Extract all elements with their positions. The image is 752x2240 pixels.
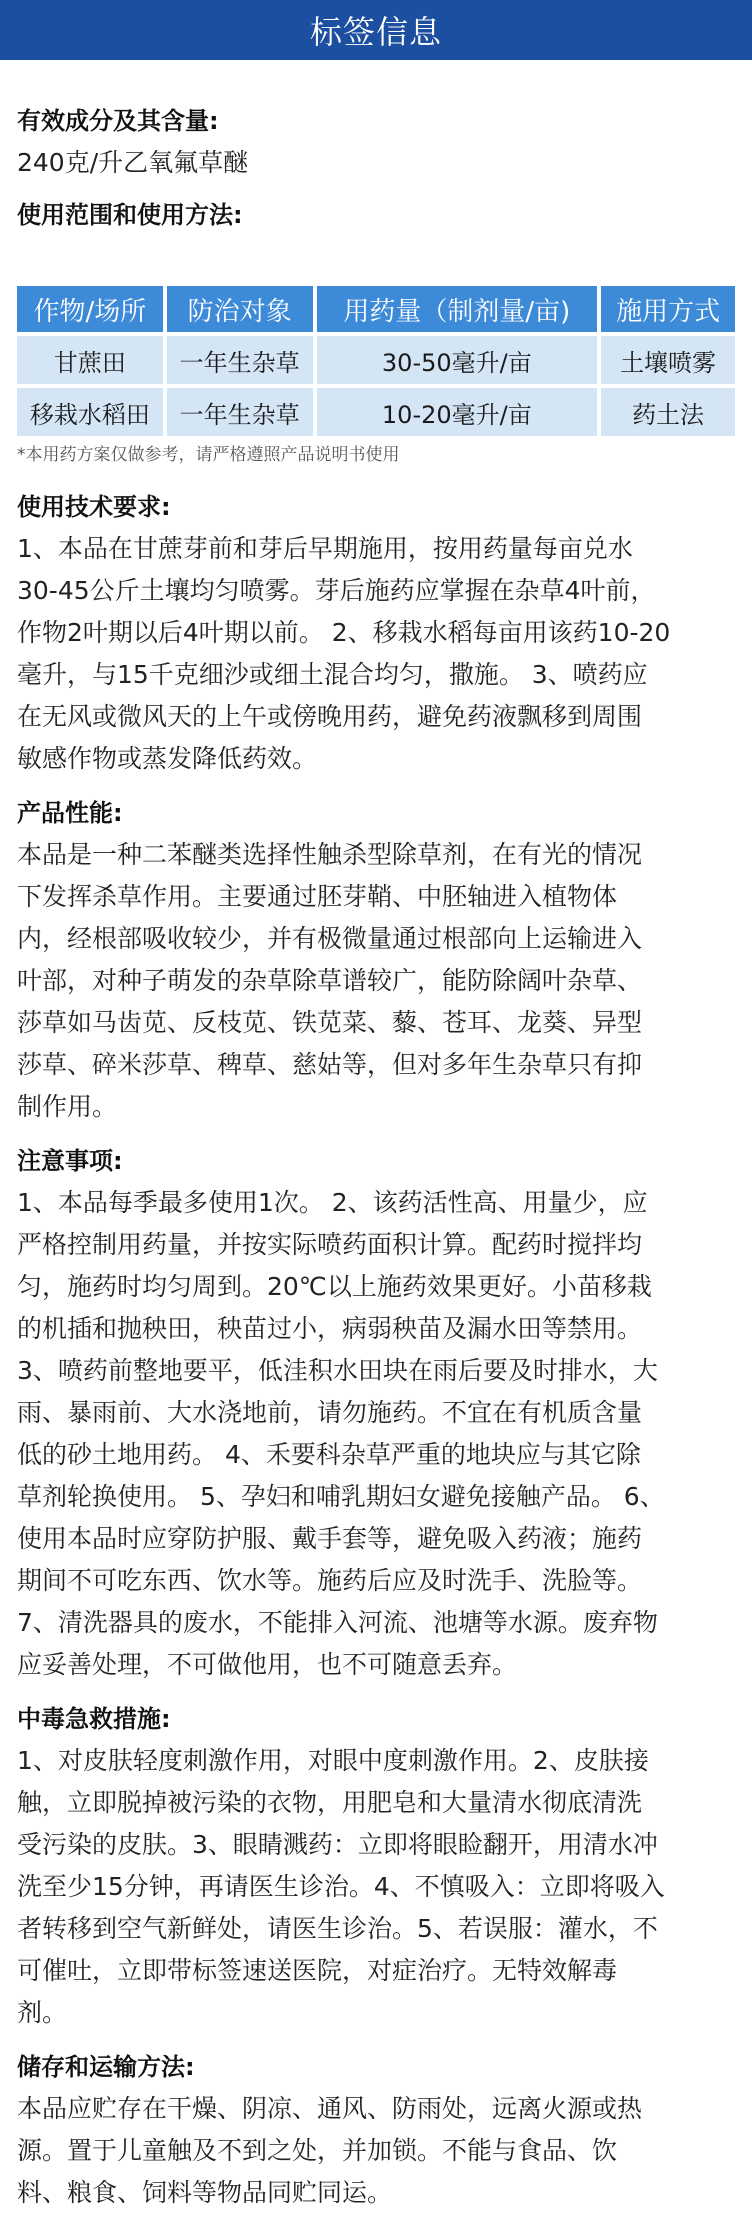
product-performance-title: 产品性能: xyxy=(17,799,123,827)
storage-title: 储存和运输方法: xyxy=(17,2053,195,2081)
tech-requirements-body xyxy=(17,528,735,780)
table-header-cell: 防治对象 xyxy=(167,286,313,332)
precautions-title: 注意事项: xyxy=(17,1147,123,1175)
precautions-body xyxy=(17,1182,735,1686)
text-line: 内，经根部吸收较少，并有极微量通过根部向上运输进入 xyxy=(17,924,643,953)
text-line: 料、粮食、饲料等物品同贮同运。 xyxy=(17,2178,393,2207)
text-line: 毫升，与15千克细沙或细土混合均匀，撒施。 3、喷药应 xyxy=(17,660,648,689)
text-line: 匀，施药时均匀周到。20℃以上施药效果更好。小苗移栽 xyxy=(17,1272,652,1301)
table-header-cell: 施用方式 xyxy=(601,286,735,332)
text-line: 制作用。 xyxy=(17,1092,118,1121)
text-line: 莎草如马齿苋、反枝苋、铁苋菜、藜、苍耳、龙葵、异型 xyxy=(17,1008,643,1037)
text-line: 使用本品时应穿防护服、戴手套等，避免吸入药液；施药 xyxy=(17,1524,643,1553)
first-aid-body xyxy=(17,1740,735,2034)
text-line: 的机插和抛秧田，秧苗过小，病弱秧苗及漏水田等禁用。 xyxy=(17,1314,643,1343)
table-cell: 10-20毫升/亩 xyxy=(317,388,598,436)
usage-scope-title: 使用范围和使用方法: xyxy=(17,201,243,229)
active-ingredient-value: 240克/升乙氧氟草醚 xyxy=(17,148,249,177)
label-content xyxy=(0,60,752,2214)
table-cell: 药土法 xyxy=(601,388,735,436)
text-line: 源。置于儿童触及不到之处，并加锁。不能与食品、饮 xyxy=(17,2136,618,2165)
text-line: 敏感作物或蒸发降低药效。 xyxy=(17,744,318,773)
usage-note: *本用药方案仅做参考，请严格遵照产品说明书使用 xyxy=(17,445,400,465)
text-line: 低的砂土地用药。 4、禾要科杂草严重的地块应与其它除 xyxy=(17,1440,641,1469)
text-line: 洗至少15分钟，再请医生诊治。4、不慎吸入：立即将吸入 xyxy=(17,1872,665,1901)
product-performance-body xyxy=(17,834,735,1128)
text-line: 下发挥杀草作用。主要通过胚芽鞘、中胚轴进入植物体 xyxy=(17,882,618,911)
text-line: 1、本品在甘蔗芽前和芽后早期施用，按用药量每亩兑水 xyxy=(17,534,633,563)
table-header-cell: 用药量（制剂量/亩) xyxy=(317,286,598,332)
table-header-cell: 作物/场所 xyxy=(17,286,163,332)
text-line: 雨、暴雨前、大水浇地前，请勿施药。不宜在有机质含量 xyxy=(17,1398,643,1427)
text-line: 本品是一种二苯醚类选择性触杀型除草剂，在有光的情况 xyxy=(17,840,643,869)
text-line: 受污染的皮肤。3、眼睛溅药：立即将眼睑翻开，用清水冲 xyxy=(17,1830,658,1859)
text-line: 触，立即脱掉被污染的衣物，用肥皂和大量清水彻底清洗 xyxy=(17,1788,643,1817)
text-line: 30-45公斤土壤均匀喷雾。芽后施药应掌握在杂草4叶前， xyxy=(17,576,656,605)
text-line: 7、清洗器具的废水，不能排入河流、池塘等水源。废弃物 xyxy=(17,1608,658,1637)
text-line: 3、喷药前整地要平，低洼积水田块在雨后要及时排水，大 xyxy=(17,1356,658,1385)
text-line: 可催吐，立即带标签速送医院，对症治疗。无特效解毒 xyxy=(17,1956,618,1985)
tech-requirements-title: 使用技术要求: xyxy=(17,493,171,521)
text-line: 者转移到空气新鲜处，请医生诊治。5、若误服：灌水，不 xyxy=(17,1914,658,1943)
text-line: 本品应贮存在干燥、阴凉、通风、防雨处，远离火源或热 xyxy=(17,2094,643,2123)
header-bar xyxy=(0,0,752,60)
text-line: 期间不可吃东西、饮水等。施药后应及时洗手、洗脸等。 xyxy=(17,1566,643,1595)
table-header-row xyxy=(17,286,735,332)
table-cell: 一年生杂草 xyxy=(167,388,313,436)
text-line: 叶部，对种子萌发的杂草除草谱较广，能防除阔叶杂草、 xyxy=(17,966,643,995)
table-row xyxy=(17,336,735,384)
table-cell: 30-50毫升/亩 xyxy=(317,336,598,384)
text-line: 作物2叶期以后4叶期以前。 2、移栽水稻每亩用该药10-20 xyxy=(17,618,671,647)
text-line: 1、对皮肤轻度刺激作用，对眼中度刺激作用。2、皮肤接 xyxy=(17,1746,649,1775)
text-line: 在无风或微风天的上午或傍晚用药，避免药液飘移到周围 xyxy=(17,702,643,731)
text-line: 剂。 xyxy=(17,1998,68,2027)
table-cell: 一年生杂草 xyxy=(167,336,313,384)
first-aid-title: 中毒急救措施: xyxy=(17,1705,171,1733)
text-line: 应妥善处理，不可做他用，也不可随意丢弃。 xyxy=(17,1650,518,1679)
usage-table xyxy=(13,282,739,440)
table-cell: 移栽水稻田 xyxy=(17,388,163,436)
storage-body xyxy=(17,2088,735,2214)
text-line: 草剂轮换使用。 5、孕妇和哺乳期妇女避免接触产品。 6、 xyxy=(17,1482,665,1511)
text-line: 莎草、碎米莎草、稗草、慈姑等，但对多年生杂草只有抑 xyxy=(17,1050,643,1079)
text-line: 1、本品每季最多使用1次。 2、该药活性高、用量少，应 xyxy=(17,1188,648,1217)
table-cell: 甘蔗田 xyxy=(17,336,163,384)
table-row xyxy=(17,388,735,436)
text-line: 严格控制用药量，并按实际喷药面积计算。配药时搅拌均 xyxy=(17,1230,643,1259)
page-title: 标签信息 xyxy=(309,13,442,51)
active-ingredient-title: 有效成分及其含量: xyxy=(17,107,219,135)
table-cell: 土壤喷雾 xyxy=(601,336,735,384)
